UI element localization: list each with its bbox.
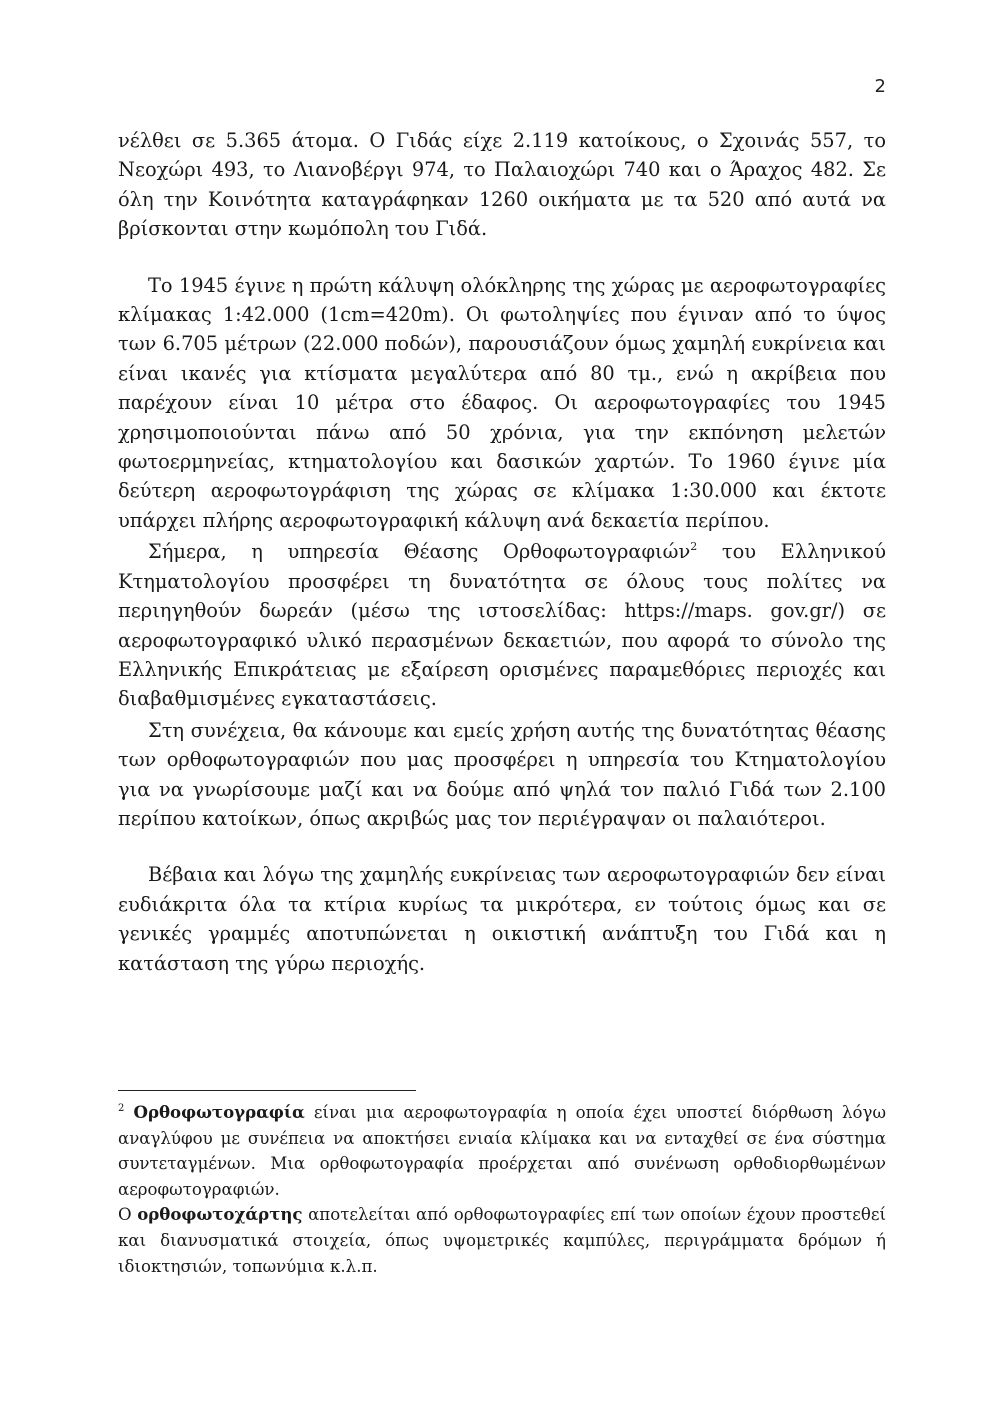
footnote-text-2: αποτελείται από ορθοφωτογραφίες επί των οποίων έχουν προστεθεί και διανυσματικά στοιχεία, όπως υψομετρικές καμπύλες, περιγράμματα δρόμων ή ιδιοκτησιών, τοπωνύμια κ.λ.π. [118,1205,886,1276]
paragraph-2: Το 1945 έγινε η πρώτη κάλυψη ολόκληρης της χώρας με αεροφωτογραφίες κλίμακας 1:42.000 (1cm=420m). Οι φωτοληψίες που έγιναν από το ύψος των 6.705 μέτρων (22.000 ποδών), παρουσιάζουν όμως χαμηλή ευκρίνεια και είναι ικανές για κτίσματα μεγαλύτερα από 80 τμ., ενώ η ακρίβεια που παρέχουν είναι 10 μέτρα στο έδαφος. Οι αεροφωτογραφίες του 1945 χρησιμοποιούνται πάνω από 50 χρόνια, για την εκπόνηση μελετών φωτοερμηνείας, κτηματολογίου και δασικών χαρτών. Το 1960 έγινε μία δεύτερη αεροφωτογράφιση της χώρας σε κλίμακα 1:30.000 και έκτοτε υπάρχει πλήρης αεροφωτογραφική κάλυψη ανά δεκαετία περίπου. [118,273,886,532]
paragraph-3 [118,537,886,713]
paragraph-1: νέλθει σε 5.365 άτομα. Ο Γιδάς είχε 2.119 κατοίκους, ο Σχοινάς 557, το Νεοχώρι 493, το Λιανοβέργι 974, το Παλαιοχώρι 740 και ο Άραχος 482. Σε όλη την Κοινότητα καταγράφηκαν 1260 οικήματα με τα 520 από αυτά να βρίσκονται στην κωμόπολη του Γιδά. [118,129,886,241]
footnotes [118,1100,886,1279]
footnote-text-2-prefix: Ο [118,1205,138,1225]
footnote-reference: 2 [690,540,698,554]
footnote-divider [118,1090,416,1091]
footnote-2 [118,1202,886,1279]
footnote-text-1: είναι μια αεροφωτογραφία η οποία έχει υποστεί διόρθωση λόγω αναγλύφου με συνέπεια να αποκτήσει ενιαία κλίμακα και να ενταχθεί σε ένα σύστημα συντεταγμένων. Μια ορθοφωτογραφία προέρχεται από συνένωση ορθοδιορθωμένων αεροφωτογραφιών. [118,1103,886,1199]
footnote-1 [118,1100,886,1202]
footnote-marker: 2 [118,1103,125,1114]
paragraph-5: Βέβαια και λόγω της χαμηλής ευκρίνειας των αεροφωτογραφιών δεν είναι ευδιάκριτα όλα τα κτίρια κυρίως τα μικρότερα, εν τούτοις όμως και σε γενικές γραμμές αποτυπώνεται η οικιστική ανάπτυξη του Γιδά και η κατάσταση της γύρω περιοχής. [118,863,886,975]
footnote-term-orthophoto: Ορθοφωτογραφία [133,1102,305,1122]
paragraph-3-text-b: του Ελληνικού Κτηματολογίου προσφέρει τη δυνατότητα σε όλους τους πολίτες να περιηγηθούν δωρεάν (μέσω της ιστοσελίδας: https://maps. gov.gr/) σε αεροφωτογραφικό υλικό περασμένων δεκαετιών, που αφορά το σύνολο της Ελληνικής Επικράτειας με εξαίρεση ορισμένες παραμεθόριες περιοχές και διαβαθμισμένες εγκαταστάσεις. [118,540,886,711]
footnote-term-orthophotomap: ορθοφωτοχάρτης [137,1204,303,1225]
page-number: 2 [874,76,886,97]
paragraph-3-text-a: Σήμερα, η υπηρεσία Θέασης Ορθοφωτογραφιών [148,540,691,564]
paragraph-4: Στη συνέχεια, θα κάνουμε και εμείς χρήση αυτής της δυνατότητας θέασης των ορθοφωτογραφιών που μας προσφέρει η υπηρεσία του Κτηματολογίου για να γνωρίσουμε μαζί και να δούμε από ψηλά τον παλιό Γιδά των 2.100 περίπου κατοίκων, όπως ακριβώς μας τον περιέγραψαν οι παλαιότεροι. [118,718,886,830]
body-text [118,126,886,978]
